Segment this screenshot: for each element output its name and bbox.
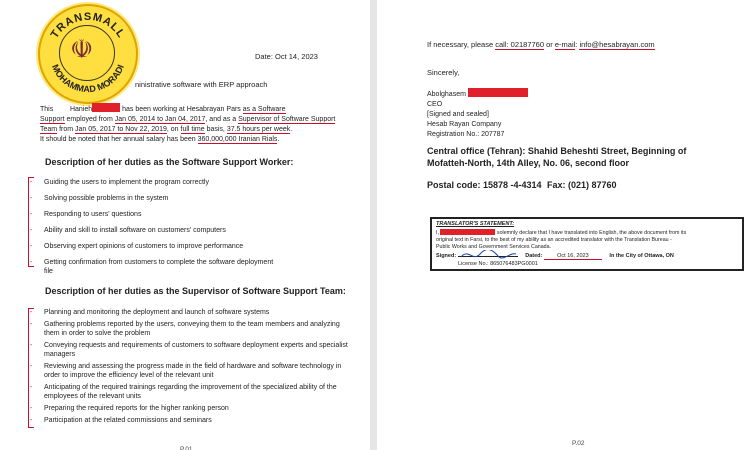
signed-sealed-note: [Signed and sealed] [427, 111, 489, 118]
statement-title: TRANSLATOR'S STATEMENT: [436, 221, 515, 227]
list-item: - Planning and monitoring the deployment and launch of software systems [22, 308, 352, 317]
document-page-1 [0, 0, 370, 450]
signed-row: Signed: Dated: Oct 16, 2023 In the City of Ottawa, ON [436, 253, 674, 260]
list-item: - Anticipating of the required trainings regarding the improvement of the specialized ability of the employees of the relevant units [22, 383, 352, 401]
translator-seal [38, 4, 138, 104]
page-number: P.02 [572, 440, 585, 447]
email-link: info@hesabrayan.com [579, 40, 655, 49]
translator-signature [458, 256, 518, 257]
list-item: - Conveying requests and requirements of customers to software deployment experts and specialist managers [22, 341, 352, 359]
list-item: - Preparing the required reports for the higher ranking person [22, 404, 352, 413]
closing-sincerely: Sincerely, [427, 68, 460, 77]
section2-list [22, 308, 352, 428]
license-number: License No.: 865076483PG0001 [458, 261, 538, 267]
redacted-surname [92, 103, 120, 112]
employment-paragraph: This is to Hanieh has been working at Hesabrayan Pars as a Software Support employed from Jan 05, 2014 to Jan 04, 2017, and as a Supervisor of Software Support Team from Jan 05, 2017 to Nov 22, 2019, on full time basis, 37.5 hours per week. It should be noted that her annual salary has been 360,000,000 Iranian Rials. [40, 103, 370, 145]
list-item: - Getting confirmation from customers to complete the software deployment file [22, 258, 274, 276]
fax-number: Fax: (021) 87760 [547, 180, 617, 190]
dated-value: Oct 16, 2023 [544, 253, 602, 260]
office-address: Central office (Tehran): Shahid Beheshti Street, Beginning of Mofatteh-North, 14th Alley, No. 06, second floor [427, 146, 687, 168]
registration-number: Registration No.: 207787 [427, 131, 505, 138]
svg-text:TRANSMALL: TRANSMALL [48, 11, 128, 41]
signer-title: CEO [427, 101, 443, 108]
section1-title: Description of her duties as the Software Support Worker: [45, 157, 294, 167]
contact-line: If necessary, please call: 02187760 or e-mail: info@hesabrayan.com [427, 40, 655, 49]
company-name: Hesab Rayan Company [427, 121, 502, 128]
redacted-translator-name [440, 229, 495, 235]
signature-block [427, 88, 528, 140]
emblem-icon: ☫ [70, 34, 94, 64]
list-item: - Solving possible problems in the system [22, 194, 352, 203]
letter-date: Date: Oct 14, 2023 [255, 52, 318, 61]
list-item: - Observing expert opinions of customers to improve performance [22, 242, 352, 251]
statement-text: I, solemnly declare that I have translated into English, the above document from its original text in Farsi, to the best of my ability as an accredited translator with the Translation Bureau - Public Works and Government Services Canada. [436, 230, 687, 250]
page-number: P.01 [180, 446, 193, 450]
section2-title: Description of her duties as the Supervisor of Software Support Team: [45, 286, 346, 296]
list-item: - Guiding the users to implement the program correctly [22, 178, 352, 187]
redacted-surname [468, 88, 528, 97]
list-item: - Reviewing and assessing the progress made in the field of hardware and software technology in order to improve the efficiency level of the relevant unit [22, 362, 352, 380]
section1-list [22, 178, 352, 283]
list-item: - Gathering problems reported by the users, conveying them to the team members and analyzing them in order to solve the problem [22, 320, 352, 338]
page-gutter [370, 0, 377, 450]
translator-statement-box [430, 217, 744, 271]
signer-name: Abolghasem [427, 91, 466, 98]
subject-line: ninistrative software with ERP approach [135, 80, 268, 89]
list-item: - Participation at the related commissions and seminars [22, 416, 352, 425]
svg-text:MOHAMMAD MORADI: MOHAMMAD MORADI [49, 62, 126, 95]
list-item: - Ability and skill to install software on customers' computers [22, 226, 352, 235]
list-item: - Responding to users' questions [22, 210, 352, 219]
postal-code: Postal code: 15878 -4-4314 [427, 180, 542, 190]
